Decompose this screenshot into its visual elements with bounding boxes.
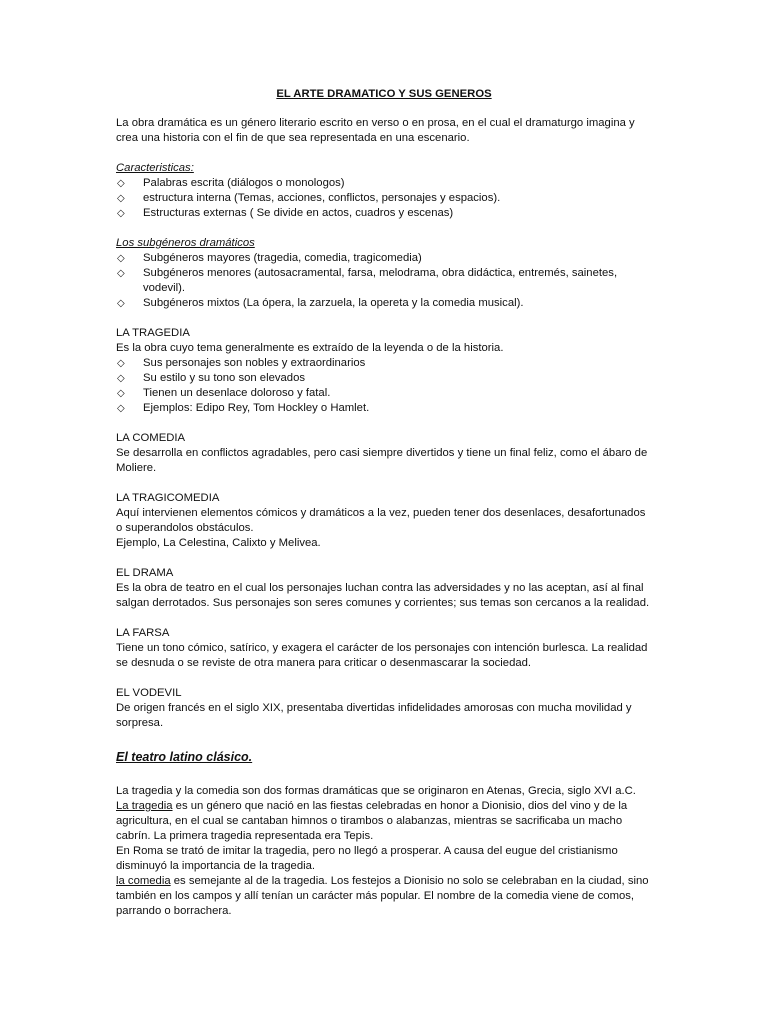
tragedia-list (116, 356, 652, 416)
list-item: ◇ Tienen un desenlace doloroso y fatal. (117, 387, 331, 399)
diamond-bullet-icon: ◇ (117, 208, 125, 219)
intro-paragraph: La obra dramática es un género literario escrito en verso o en prosa, en el cual el dramaturgo imagina y crea una historia con el fin de que sea representada en una escenario. (116, 117, 635, 144)
list-item: ◇ Subgéneros menores (autosacramental, farsa, melodrama, obra didáctica, entremés, sainetes, vodevil). (117, 267, 618, 294)
farsa-heading: LA FARSA (116, 627, 170, 639)
list-item: ◇ estructura interna (Temas, acciones, conflictos, personajes y espacios). (117, 192, 501, 204)
subgeneros-list (116, 251, 652, 311)
diamond-bullet-icon: ◇ (117, 358, 125, 369)
tragicomedia-example: Ejemplo, La Celestina, Calixto y Melivea. (116, 537, 321, 549)
diamond-bullet-icon: ◇ (117, 403, 125, 414)
vodevil-heading: EL VODEVIL (116, 687, 182, 699)
list-item: ◇ Subgéneros mayores (tragedia, comedia, tragicomedia) (117, 252, 422, 264)
document-title: EL ARTE DRAMATICO Y SUS GENEROS (276, 88, 492, 100)
vodevil-text: De origen francés en el siglo XIX, presentaba divertidas infidelidades amorosas con mucha movilidad y sorpresa. (116, 702, 632, 729)
list-item: ◇ Sus personajes son nobles y extraordinarios (117, 357, 366, 369)
caracteristicas-list (116, 176, 652, 221)
list-item: ◇ Ejemplos: Edipo Rey, Tom Hockley o Hamlet. (117, 402, 370, 414)
comedia-text: Se desarrolla en conflictos agradables, pero casi siempre divertidos y tiene un final feliz, como el ábaro de Moliere. (116, 447, 648, 474)
drama-heading: EL DRAMA (116, 567, 174, 579)
diamond-bullet-icon: ◇ (117, 193, 125, 204)
teatro-latino-p1: La tragedia y la comedia son dos formas dramáticas que se originaron en Atenas, Grecia, siglo XVI a.C. (116, 785, 636, 797)
list-item: ◇ Palabras escrita (diálogos o monologos) (117, 177, 345, 189)
diamond-bullet-icon: ◇ (117, 178, 125, 189)
document-body (116, 87, 652, 919)
tragedia-term: La tragedia (116, 800, 173, 812)
teatro-latino-heading: El teatro latino clásico. (116, 750, 253, 764)
tragedia-heading: LA TRAGEDIA (116, 327, 190, 339)
teatro-latino-p3: En Roma se trató de imitar la tragedia, pero no llegó a prosperar. A causa del eugue del cristianismo disminuyó la importancia de la tragedia. (116, 845, 618, 872)
comedia-term: la comedia (116, 875, 171, 887)
caracteristicas-heading: Caracteristicas: (116, 162, 194, 174)
teatro-latino-p4: la comedia es semejante al de la tragedia. Los festejos a Dionisio no solo se celebraban en la ciudad, sino también en los campos y allí tenían un carácter más popular. El nombre de la comedia viene de comos, parrando o borrachera. (116, 875, 649, 917)
farsa-text: Tiene un tono cómico, satírico, y exagera el carácter de los personajes con intención burlesca. La realidad se desnuda o se reviste de otra manera para criticar o desenmascarar la sociedad. (116, 642, 648, 669)
diamond-bullet-icon: ◇ (117, 388, 125, 399)
list-item: ◇ Subgéneros mixtos (La ópera, la zarzuela, la opereta y la comedia musical). (117, 297, 524, 309)
tragedia-text: Es la obra cuyo tema generalmente es extraído de la leyenda o de la historia. (116, 342, 504, 354)
list-item: ◇ Estructuras externas ( Se divide en actos, cuadros y escenas) (117, 207, 454, 219)
tragicomedia-text: Aquí intervienen elementos cómicos y dramáticos a la vez, pueden tener dos desenlaces, desafortunados o superandolos obstáculos. (116, 507, 646, 534)
teatro-latino-p2: La tragedia es un género que nació en las fiestas celebradas en honor a Dionisio, dios del vino y de la agricultura, en el cual se cantaban himnos o tirambos o alabanzas, mientras se sacrificaba un macho cabrín. La primera tragedia representada era Tepis. (116, 800, 628, 842)
diamond-bullet-icon: ◇ (117, 268, 125, 279)
diamond-bullet-icon: ◇ (117, 373, 125, 384)
diamond-bullet-icon: ◇ (117, 253, 125, 264)
diamond-bullet-icon: ◇ (117, 298, 125, 309)
tragicomedia-heading: LA TRAGICOMEDIA (116, 492, 220, 504)
drama-text: Es la obra de teatro en el cual los personajes luchan contra las adversidades y no las aceptan, así al final salgan derrotados. Sus personajes son seres comunes y corrientes; sus temas son cercanos a la realidad. (116, 582, 650, 609)
comedia-heading: LA COMEDIA (116, 432, 186, 444)
list-item: ◇ Su estilo y su tono son elevados (117, 372, 306, 384)
subgeneros-heading: Los subgéneros dramáticos (116, 237, 255, 249)
